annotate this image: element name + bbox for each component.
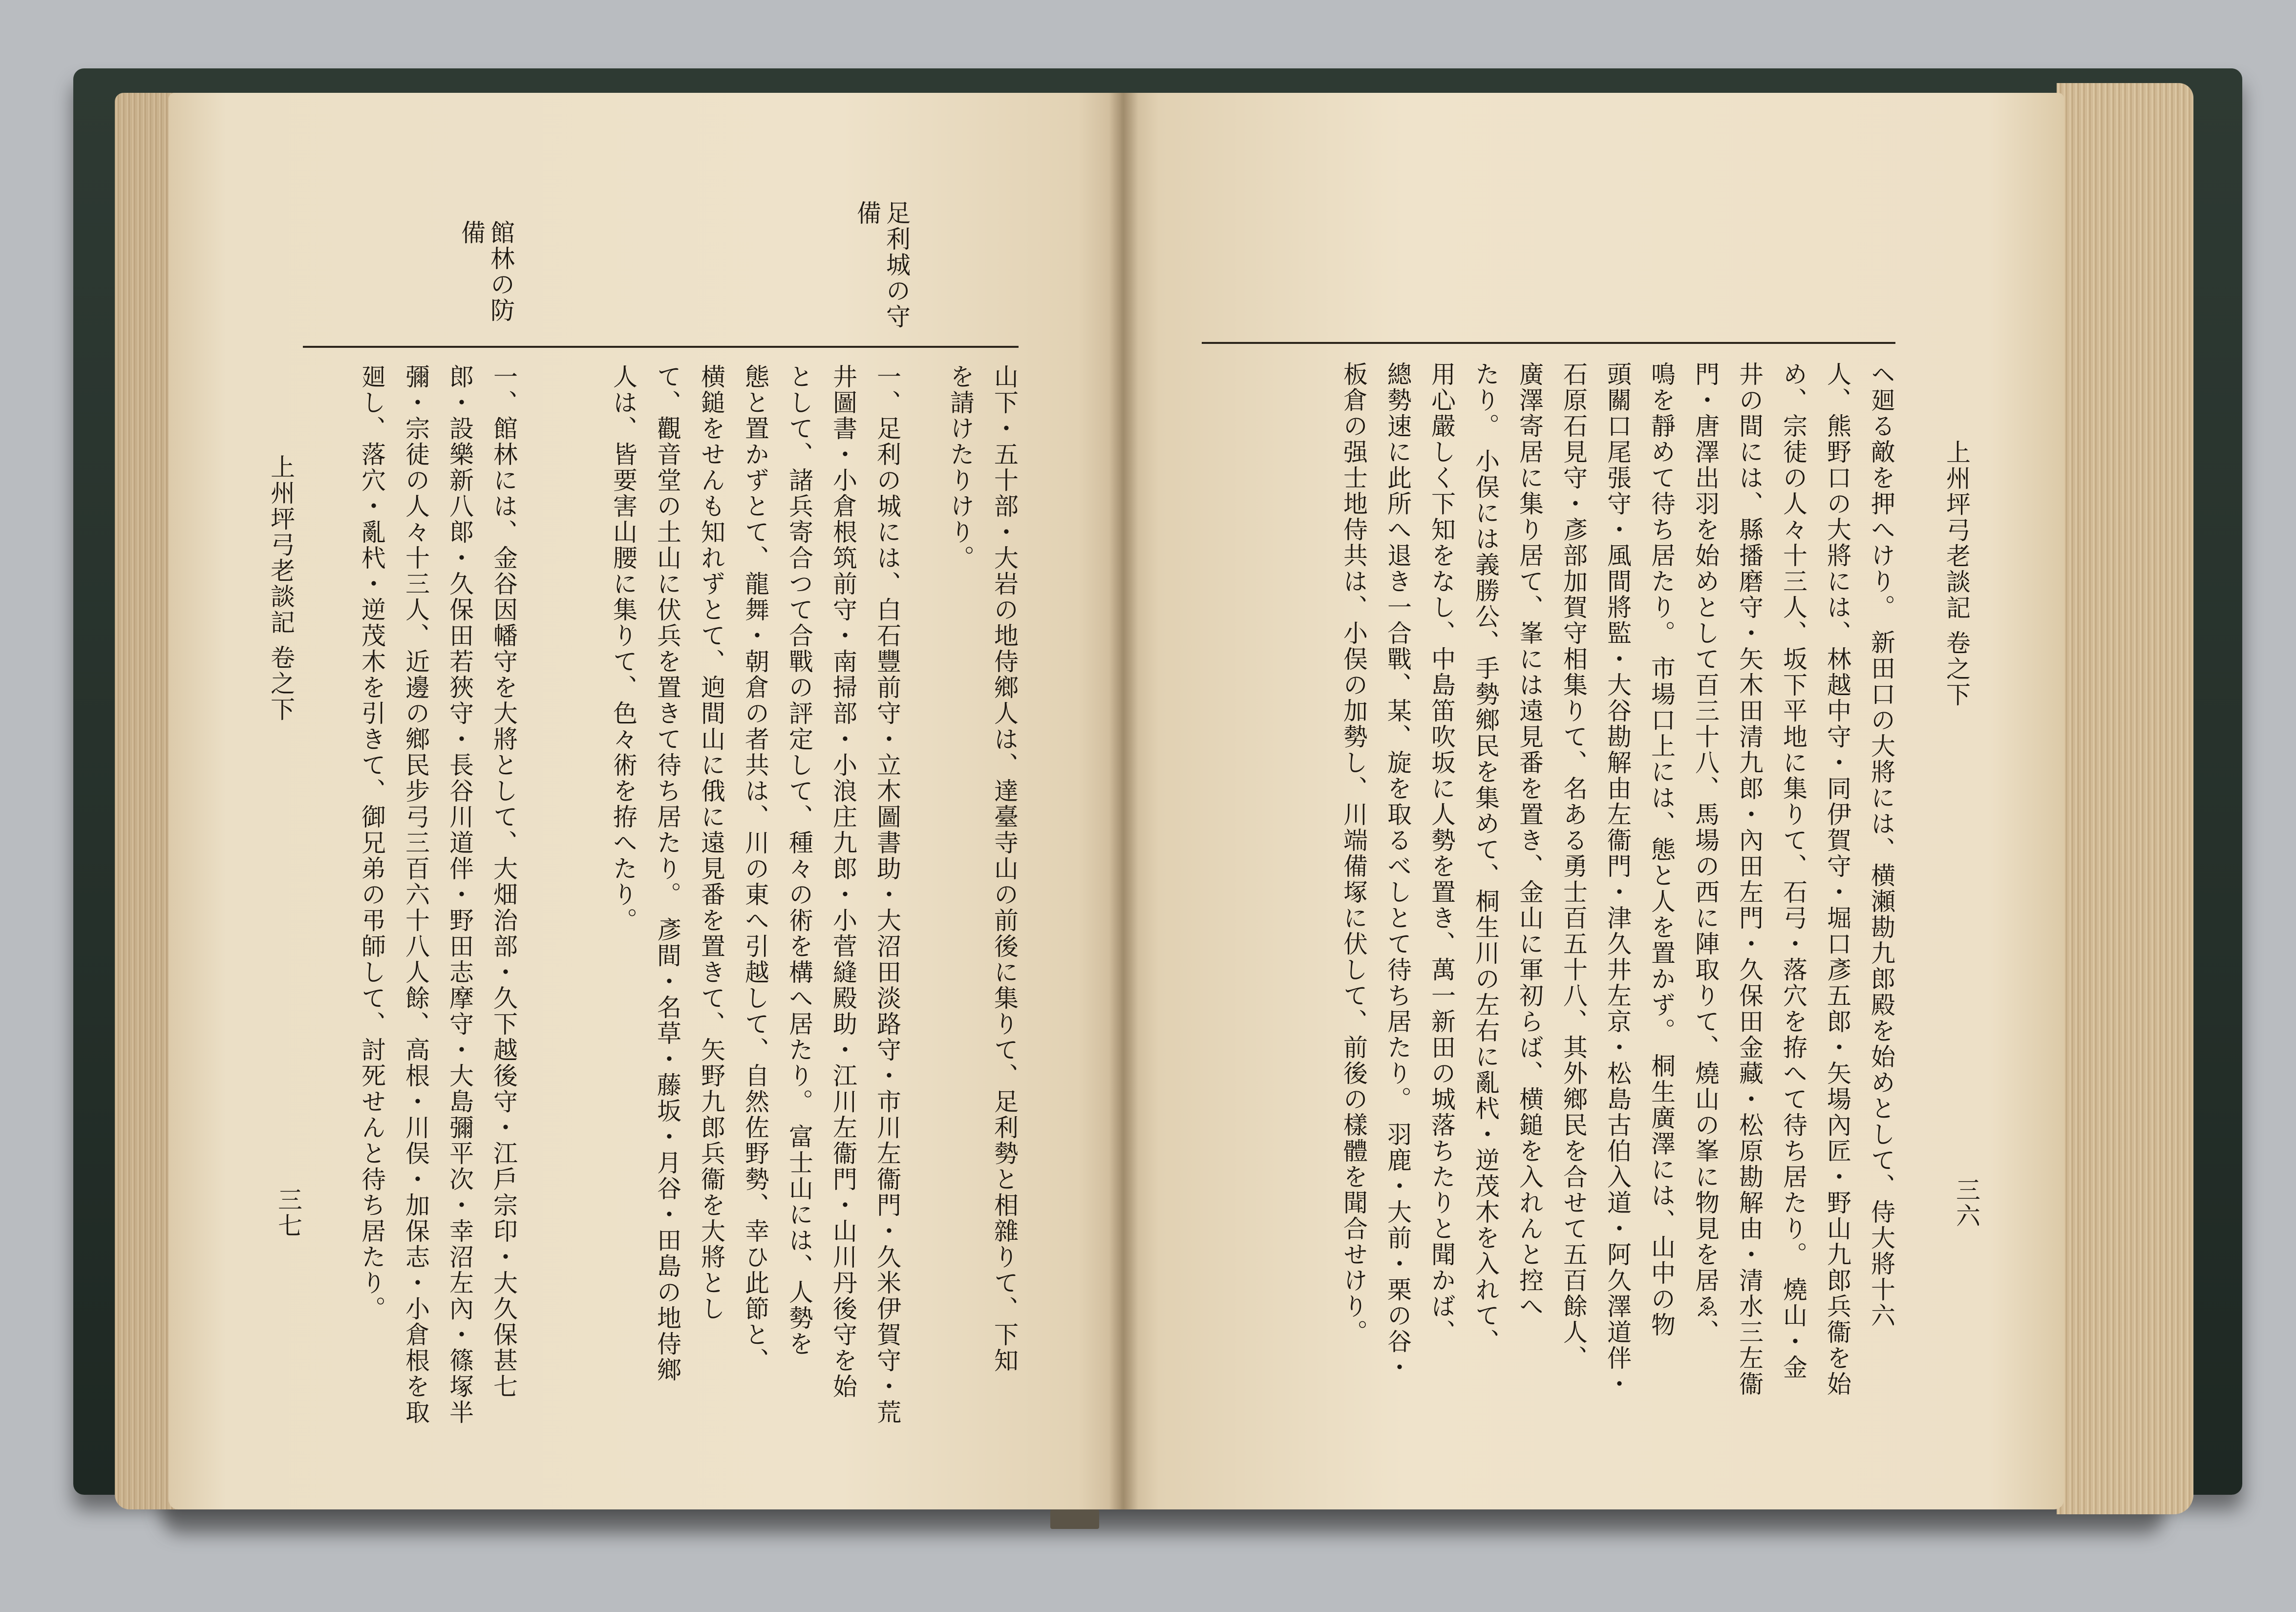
text-line: ヘ廻る敵を押へけり。 新田口の大將には、横瀬勘九郎殿を始めとして、侍大將十六 [1867, 361, 1895, 1329]
text-line: 人は、皆要害山腰に集りて、色々術を拵へたり。 [609, 364, 638, 933]
page-number-right: 三六 [1952, 1177, 1980, 1229]
bookmark-ribbon [1050, 1509, 1099, 1529]
running-head-left: 上州坪弓老談記 卷之下 [267, 454, 295, 722]
text-line: 井の間には、縣播磨守・矢木田清九郎・內田左門・久保田金藏・松原勘解由・清水三左衞 [1735, 361, 1764, 1397]
text-line: 廻し、落穴・亂杙・逆茂木を引きて、御兄弟の弔師して、討死せんと待ち居たり。 [358, 364, 386, 1322]
text-line: 郎・設樂新八郞・久保田若狹守・長谷川道伴・野田志摩守・大島彌平次・幸沼左內・篠塚半 [446, 364, 474, 1425]
text-line: 彌・宗徒の人々十三人、近邊の鄉民步弓三百六十八人餘、高根・川俣・加保志・小倉根を取 [402, 364, 430, 1425]
text-line: 石原石見守・彥部加賀守相集りて、名ある勇士百五十八、其外鄉民を合せて五百餘人、 [1559, 361, 1588, 1371]
text-line: 頭關口尾張守・風間將監・大谷勘解由左衞門・津久井左京・松島古伯入道・阿久澤道伴・ [1603, 361, 1632, 1397]
text-line: として、諸兵寄合つて合戰の評定して、種々の術を構へ居たり。 富士山には、人勢を [785, 364, 813, 1357]
text-line: 山下・五十部・大岩の地侍鄉人は、達臺寺山の前後に集りて、足利勢と相雜りて、下知 [990, 364, 1019, 1374]
left-header-rule [303, 346, 1019, 348]
text-line: 板倉の强士地侍共は、小俣の加勢し、川端備塚に伏して、前後の樣體を聞合せけり。 [1339, 361, 1368, 1345]
text-line: 横鎚をせんも知れずとて、逈間山に俄に遠見番を置きて、矢野九郎兵衞を大將とし [697, 364, 725, 1322]
right-page-edges [2057, 83, 2193, 1514]
text-line: 廣澤寄居に集り居て、峯には遠見番を置き、金山に軍初らば、横鎚を入れんと控へ [1515, 361, 1544, 1319]
text-line: 態と置かずとて、龍舞・朝倉の者共は、川の東へ引越して、自然佐野勢、幸ひ此節と、 [741, 364, 769, 1374]
text-line: 人、熊野口の大將には、林越中守・同伊賀守・堀口彥五郎・矢場內匠・野山九郎兵衞を始 [1823, 361, 1851, 1397]
text-line: 一、足利の城には、白石豐前守・立木圖書助・大沼田淡路守・市川左衞門・久米伊賀守・荒 [873, 364, 901, 1425]
margin-note: 館林の防備 [457, 220, 515, 323]
text-line: め、宗徒の人々十三人、坂下平地に集りて、石弓・落穴を拵へて待ち居たり。 燒山・金 [1779, 361, 1807, 1380]
right-header-rule [1202, 342, 1895, 344]
text-line: 用心嚴しく下知をなし、中島笛吹坂に人勢を置き、萬一新田の城落ちたりと聞かば、 [1427, 361, 1456, 1345]
text-line: 總勢速に此所へ退き一合戰、某、旋を取るべしとて待ち居たり。 羽鹿・大前・栗の谷・ [1383, 361, 1412, 1380]
page-number-left: 三七 [274, 1187, 302, 1239]
text-line: 門・唐澤出羽を始めとして百三十八、馬場の西に陣取りて、燒山の峯に物見を居ゑ、 [1691, 361, 1720, 1345]
right-page [1121, 93, 2064, 1509]
text-line: 鳴を靜めて待ち居たり。 市場口上には、態と人を置かず。 桐生廣澤には、山中の物 [1647, 361, 1676, 1338]
book-gutter [1109, 93, 1138, 1509]
text-line: を請けたりけり。 [946, 364, 975, 571]
margin-note: 足利城の守備 [853, 200, 911, 330]
text-line: 井圖書・小倉根筑前守・南掃部・小浪庄九郎・小菅縫殿助・江川左衞門・山川丹後守を始 [829, 364, 857, 1400]
left-page [169, 93, 1126, 1509]
text-line: 一、館林には、金谷因幡守を大將として、大畑治部・久下越後守・江戶宗印・大久保甚七 [489, 364, 518, 1400]
text-line: たり。 小俣には義勝公、手勢鄉民を集めて、桐生川の左右に亂杙・逆茂木を入れて、 [1471, 361, 1500, 1355]
text-line: て、觀音堂の土山に伏兵を置きて待ち居たり。 彥間・名草・藤坂・月谷・田島の地侍鄉 [653, 364, 681, 1383]
running-head: 上州坪弓老談記 卷之下 [1942, 440, 1971, 708]
